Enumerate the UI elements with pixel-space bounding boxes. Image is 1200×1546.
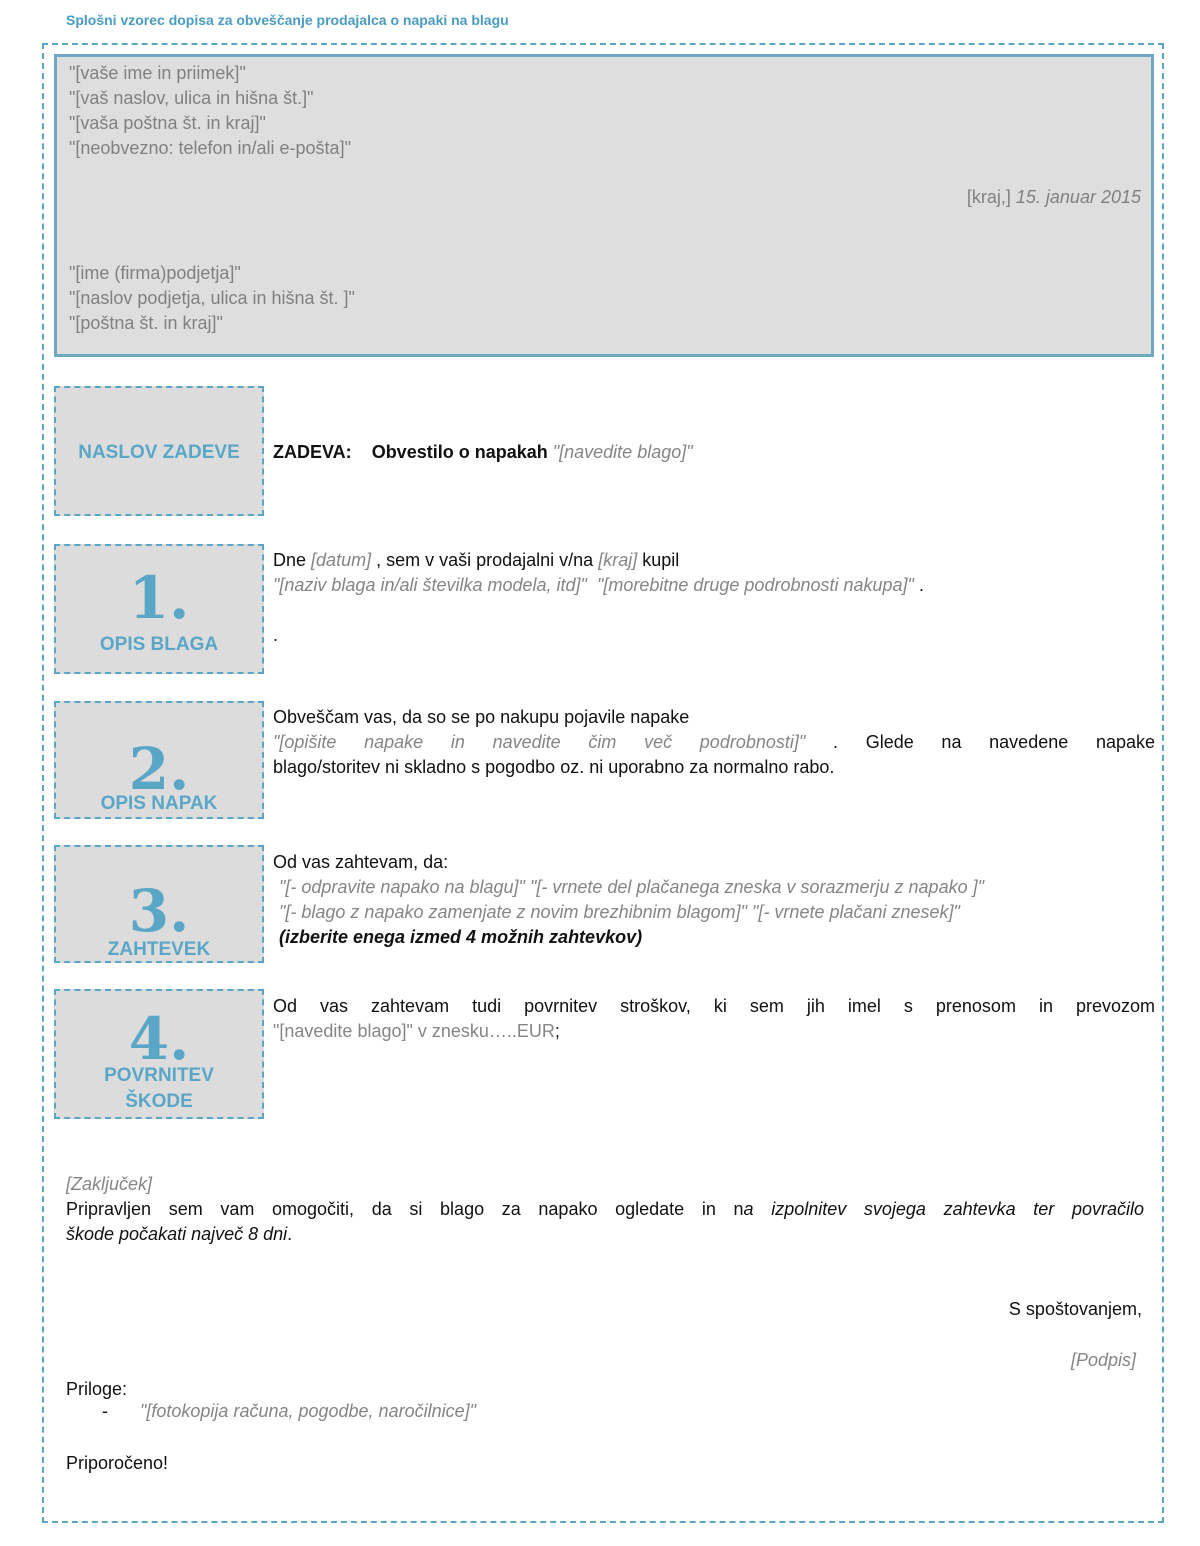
recipient-block — [69, 261, 355, 336]
recipient-postal: "[poštna št. in kraj]" — [69, 313, 223, 333]
sender-block — [69, 61, 351, 161]
closing-t4: . — [287, 1224, 293, 1244]
section-4-text — [273, 994, 1155, 1044]
section-1-t3: kupil — [642, 550, 680, 570]
section-3-label: ZAHTEVEK — [107, 939, 211, 960]
sender-address: "[vaš naslov, ulica in hišna št.]" — [69, 88, 314, 108]
section-1-t5: . — [273, 625, 279, 645]
subject-placeholder: "[navedite blago]" — [552, 442, 693, 462]
section-1-place-placeholder: [kraj] — [598, 550, 638, 570]
section-2-number: 2. — [128, 735, 190, 803]
section-3-note: (izberite enega izmed 4 možnih zahtevkov) — [279, 927, 643, 947]
subject-line — [273, 440, 1155, 465]
section-3-option-4: "[- vrnete plačani znesek]" — [752, 902, 960, 922]
section-2-label: OPIS NAPAK — [100, 793, 218, 814]
section-1-tile — [54, 544, 264, 674]
closing-block — [66, 1172, 1144, 1247]
closing-t1: Pripravljen sem vam omogočiti, da si blago za napako ogledate in n — [66, 1199, 744, 1219]
address-box — [54, 54, 1154, 357]
section-1-t1: Dne — [273, 550, 307, 570]
attachments-label: Priloge: — [66, 1379, 128, 1399]
subject-prefix: ZADEVA: — [273, 442, 352, 462]
section-1-number: 1. — [128, 564, 190, 632]
section-3-option-3: "[- blago z napako zamenjate z novim brezhibnim blagom]" — [279, 902, 748, 922]
section-3-text — [273, 850, 1155, 950]
greeting: S spoštovanjem, — [1008, 1299, 1142, 1319]
section-2-t3: blago/storitev ni skladno s pogodbo oz. ni uporabno za normalno rabo. — [273, 757, 835, 777]
section-1-t2: , sem v vaši prodajalni v/na — [376, 550, 594, 570]
section-4-tile — [54, 989, 264, 1119]
section-2-desc-placeholder: "[opišite napake in navedite čim več podrobnosti]" — [273, 732, 806, 752]
recipient-name: "[ime (firma)podjetja]" — [69, 263, 241, 283]
section-4-number: 4. — [128, 1005, 190, 1073]
document-header: Splošni vzorec dopisa za obveščanje prodajalca o napaki na blagu — [66, 12, 509, 28]
attachments-bullet: - — [102, 1401, 108, 1421]
section-4-t1: Od vas zahtevam tudi povrnitev stroškov, ki sem jih imel s prenosom in prevozom — [273, 996, 1155, 1016]
subject-tile — [54, 386, 264, 516]
section-3-option-2: "[- vrnete del plačanega zneska v sorazmerju z napako ]" — [529, 877, 984, 897]
section-1-t4: . — [918, 575, 924, 595]
section-4-t2: ; — [554, 1021, 560, 1041]
footer-note: Priporočeno! — [66, 1453, 169, 1473]
date-place: [kraj,] — [966, 187, 1011, 207]
closing-label: [Zaključek] — [66, 1174, 153, 1194]
section-2-text — [273, 705, 1155, 780]
section-4-item-placeholder: "[navedite blago]" v znesku…..EUR — [273, 1021, 555, 1041]
closing-t3: škode počakati največ 8 dni — [66, 1224, 288, 1244]
section-2-tile — [54, 701, 264, 819]
attachments-item: "[fotokopija računa, pogodbe, naročilnice]" — [140, 1401, 476, 1421]
section-1-details-placeholder: "[morebitne druge podrobnosti nakupa]" — [596, 575, 914, 595]
sender-postal: "[vaša poštna št. in kraj]" — [69, 113, 266, 133]
date-line — [967, 187, 1141, 208]
subject-tile-label: NASLOV ZADEVE — [78, 442, 240, 463]
section-4-label-1: POVRNITEV — [104, 1065, 214, 1086]
date-value: 15. januar 2015 — [1015, 187, 1141, 207]
section-2-t2: . Glede na navedene napake — [832, 732, 1156, 752]
section-3-tile — [54, 845, 264, 963]
section-1-date-placeholder: [datum] — [311, 550, 372, 570]
section-2-t1: Obveščam vas, da so se po nakupu pojavile napake — [273, 707, 690, 727]
section-1-item-placeholder: "[naziv blaga in/ali številka modela, itd]" — [273, 575, 587, 595]
section-1-text — [273, 548, 1155, 648]
subject-text: Obvestilo o napakah — [371, 442, 548, 462]
section-3-number: 3. — [128, 877, 190, 945]
signature: [Podpis] — [1070, 1350, 1136, 1370]
closing-t2: a izpolnitev svojega zahtevka ter povračilo — [743, 1199, 1144, 1219]
section-1-label: OPIS BLAGA — [99, 634, 219, 655]
recipient-address: "[naslov podjetja, ulica in hišna št. ]" — [69, 288, 355, 308]
section-4-label-2: ŠKODE — [125, 1091, 193, 1112]
sender-contact: "[neobvezno: telefon in/ali e-pošta]" — [69, 138, 351, 158]
sender-name: "[vaše ime in priimek]" — [69, 63, 246, 83]
section-3-t1: Od vas zahtevam, da: — [273, 852, 449, 872]
section-3-option-1: "[- odpravite napako na blagu]" — [279, 877, 525, 897]
